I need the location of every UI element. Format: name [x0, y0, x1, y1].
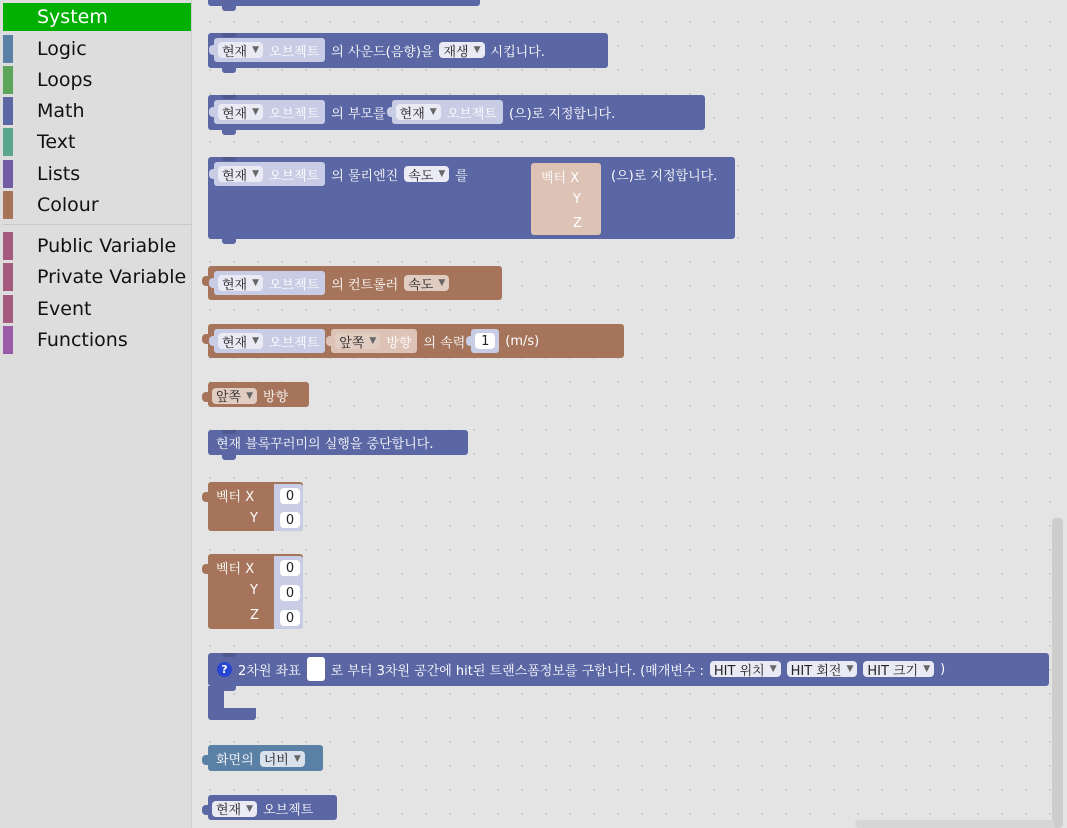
block-vector3[interactable] — [208, 554, 303, 629]
chevron-down-icon: ▼ — [246, 803, 254, 814]
speed-value-input[interactable]: 1 — [475, 333, 495, 349]
category-color-swatch — [3, 232, 13, 260]
block-set-parent[interactable] — [208, 95, 705, 130]
target-dropdown[interactable]: 현재 ▼ — [218, 42, 263, 58]
chevron-down-icon: ▼ — [293, 753, 301, 764]
block-partial-top[interactable] — [208, 0, 480, 6]
category-label: Logic — [37, 38, 87, 60]
target-dropdown[interactable]: 현재 ▼ — [396, 104, 441, 120]
block-text: 로 부터 3차원 공간에 hit된 트랜스폼정보를 구합니다. (매개변수 : — [330, 663, 704, 679]
target-dropdown[interactable]: 현재 ▼ — [218, 166, 263, 182]
category-logic[interactable] — [3, 35, 191, 63]
vector2-x-label: 벡터 X — [216, 490, 255, 505]
hit-scale-dropdown[interactable]: HIT 크기 ▼ — [863, 661, 934, 677]
block-text: 의 속력 — [423, 335, 466, 351]
object-selector[interactable] — [214, 162, 325, 186]
object-selector[interactable] — [214, 38, 325, 62]
block-text: 의 부모를 — [331, 106, 386, 122]
object-selector[interactable] — [214, 100, 325, 124]
category-label: Math — [37, 100, 85, 122]
block-stop-execution[interactable] — [208, 430, 468, 455]
toolbox-separator — [3, 224, 191, 225]
chevron-down-icon: ▼ — [252, 336, 260, 346]
block-text: 의 컨트롤러 — [331, 277, 399, 293]
object-selector[interactable] — [214, 271, 325, 295]
block-text: 시킵니다. — [490, 44, 545, 60]
chevron-down-icon: ▼ — [246, 390, 254, 401]
coordinate-input-slot[interactable] — [307, 657, 325, 681]
category-math[interactable] — [3, 97, 191, 125]
block-text: 화면의 — [216, 753, 254, 768]
vector-y-label: Y — [573, 192, 581, 207]
category-color-swatch — [3, 66, 13, 94]
block-text: (으)로 지정합니다. — [508, 106, 616, 122]
block-text: (으)로 지정합니다. — [611, 169, 718, 184]
vector-z-label: Z — [573, 216, 582, 231]
block-text: 2차원 좌표 — [238, 663, 301, 679]
category-label: System — [37, 6, 108, 28]
block-play-sound[interactable] — [208, 33, 608, 68]
vertical-scrollbar[interactable] — [1052, 518, 1063, 828]
object-label: 오브젝트 — [263, 803, 314, 818]
vector3-values — [274, 556, 303, 629]
category-functions[interactable] — [3, 326, 191, 354]
direction-label: 방향 — [263, 390, 289, 405]
vector2-y-label: Y — [250, 511, 258, 526]
chevron-down-icon: ▼ — [252, 169, 260, 179]
physics-property-dropdown[interactable]: 속도 ▼ — [404, 166, 449, 182]
block-screen-size[interactable] — [208, 745, 323, 771]
block-text: ) — [940, 661, 946, 677]
category-lists[interactable] — [3, 160, 191, 188]
target-dropdown[interactable]: 현재 ▼ — [218, 104, 263, 120]
direction-dropdown[interactable]: 앞쪽 ▼ — [212, 388, 257, 404]
vector-label: 벡터 X — [541, 171, 580, 186]
category-color-swatch — [3, 35, 13, 63]
category-loops[interactable] — [3, 66, 191, 94]
toolbox — [0, 0, 192, 828]
chevron-down-icon: ▼ — [252, 45, 260, 55]
category-event[interactable] — [3, 295, 191, 323]
sound-action-dropdown[interactable]: 재생 ▼ — [439, 42, 484, 58]
category-label: Event — [37, 298, 92, 320]
vector3-z-input[interactable]: 0 — [280, 610, 300, 626]
chevron-down-icon: ▼ — [252, 107, 260, 117]
category-color-swatch — [3, 160, 13, 188]
category-label: Loops — [37, 69, 93, 91]
chevron-down-icon: ▼ — [429, 107, 437, 117]
object-label: 오브젝트 — [446, 106, 497, 122]
chevron-down-icon: ▼ — [769, 664, 777, 674]
object-label: 오브젝트 — [269, 335, 320, 351]
help-icon[interactable]: ? — [217, 662, 232, 677]
horizontal-scrollbar[interactable] — [855, 820, 1055, 828]
vector-input-block[interactable] — [531, 163, 601, 235]
vector2-y-input[interactable]: 0 — [280, 512, 300, 528]
block-workspace[interactable] — [192, 0, 1067, 828]
chevron-down-icon: ▼ — [438, 169, 446, 179]
category-text[interactable] — [3, 128, 191, 156]
category-color-swatch — [3, 263, 13, 291]
object-label: 오브젝트 — [269, 106, 320, 122]
target-dropdown[interactable]: 현재 ▼ — [218, 275, 263, 291]
vector3-y-label: Y — [250, 583, 258, 598]
block-raycast[interactable] — [208, 653, 1049, 686]
category-color-swatch — [3, 97, 13, 125]
block-vector2[interactable] — [208, 482, 303, 531]
block-direction[interactable] — [208, 382, 309, 407]
category-label: Lists — [37, 163, 81, 185]
raycast-body-bottom — [208, 708, 256, 720]
block-text: 를 — [455, 168, 468, 184]
vector2-values — [274, 484, 303, 531]
block-speed[interactable] — [208, 324, 624, 358]
chevron-down-icon: ▼ — [369, 336, 377, 346]
category-color-swatch — [3, 191, 13, 219]
category-label: Private Variable — [37, 266, 187, 288]
controller-property-dropdown[interactable]: 속도 ▼ — [404, 275, 449, 291]
block-text: 현재 블록꾸러미의 실행을 중단합니다. — [216, 437, 434, 452]
category-label: Public Variable — [37, 235, 177, 257]
direction-selector[interactable] — [331, 329, 417, 353]
vector2-x-input[interactable]: 0 — [280, 488, 300, 504]
object-label: 오브젝트 — [269, 277, 320, 293]
category-public-variable[interactable] — [3, 232, 191, 260]
direction-label: 방향 — [386, 335, 412, 351]
block-controller[interactable] — [208, 266, 502, 300]
category-colour[interactable] — [3, 191, 191, 219]
screen-property-dropdown[interactable]: 너비 ▼ — [260, 751, 305, 767]
vector3-x-input[interactable]: 0 — [280, 560, 300, 576]
block-set-physics[interactable] — [208, 157, 735, 239]
object-label: 오브젝트 — [269, 44, 320, 60]
category-label: Text — [37, 131, 76, 153]
category-system[interactable] — [3, 3, 191, 31]
category-color-swatch — [3, 128, 13, 156]
vector3-z-label: Z — [250, 608, 259, 623]
target-dropdown[interactable]: 현재 ▼ — [212, 801, 257, 817]
vector3-y-input[interactable]: 0 — [280, 585, 300, 601]
category-private-variable[interactable] — [3, 263, 191, 291]
vector3-x-label: 벡터 X — [216, 562, 255, 577]
raycast-body-arm — [208, 686, 224, 708]
unit-label: (m/s) — [505, 333, 540, 349]
category-color-swatch — [3, 295, 13, 323]
block-text: 의 물리엔진 — [331, 168, 399, 184]
object-selector[interactable] — [214, 329, 325, 353]
category-label: Functions — [37, 329, 128, 351]
object-label: 오브젝트 — [269, 168, 320, 184]
chevron-down-icon: ▼ — [473, 45, 481, 55]
hit-position-dropdown[interactable]: HIT 위치 ▼ — [710, 661, 781, 677]
target-dropdown[interactable]: 현재 ▼ — [218, 333, 263, 349]
chevron-down-icon: ▼ — [846, 664, 854, 674]
chevron-down-icon: ▼ — [438, 278, 446, 288]
block-current-object[interactable] — [208, 795, 337, 820]
direction-dropdown[interactable]: 앞쪽 ▼ — [335, 333, 380, 349]
chevron-down-icon: ▼ — [252, 278, 260, 288]
category-color-swatch — [3, 326, 13, 354]
parent-object-selector[interactable] — [392, 100, 503, 124]
category-label: Colour — [37, 194, 99, 216]
hit-rotation-dropdown[interactable]: HIT 회전 ▼ — [787, 661, 858, 677]
block-text: 의 사운드(음향)을 — [331, 44, 434, 60]
chevron-down-icon: ▼ — [923, 664, 931, 674]
speed-value-slot[interactable] — [471, 329, 499, 353]
